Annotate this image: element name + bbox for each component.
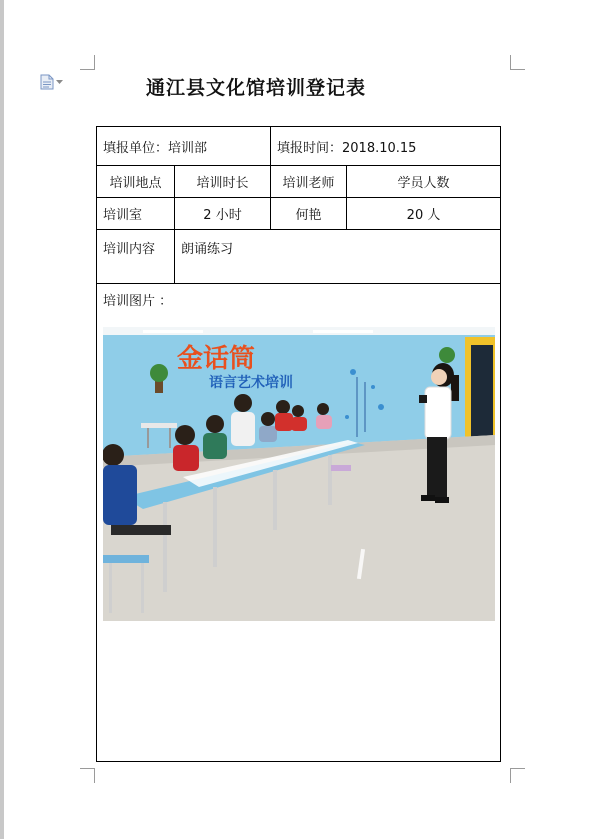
window-left-edge: [0, 0, 4, 839]
reporting-time-cell: 填报时间：2018.10.15: [271, 127, 501, 166]
value-student-count: 20 人: [347, 198, 501, 230]
header-duration: 培训时长: [175, 166, 271, 198]
chevron-down-icon: [56, 80, 63, 85]
registration-table: [96, 126, 501, 762]
sign-main-text: 金话筒: [177, 344, 256, 374]
document-options-button[interactable]: [40, 75, 66, 89]
table-row: [97, 230, 501, 284]
content-label: 培训内容: [97, 230, 175, 284]
value-location: 培训室: [97, 198, 175, 230]
crop-mark-bottom-right: [510, 768, 525, 783]
training-photo: [103, 327, 495, 621]
photo-label: 培训图片 ：: [103, 294, 173, 309]
content-value: 朗诵练习: [175, 230, 501, 284]
reporting-unit-cell: 填报单位：培训部: [97, 127, 271, 166]
crop-mark-top-right: [510, 55, 525, 70]
photo-cell: [97, 284, 501, 762]
table-row: [97, 127, 501, 166]
header-location: 培训地点: [97, 166, 175, 198]
crop-mark-bottom-left: [80, 768, 95, 783]
table-row: [97, 198, 501, 230]
value-teacher: 何艳: [271, 198, 347, 230]
table-row: [97, 166, 501, 198]
crop-mark-top-left: [80, 55, 95, 70]
header-teacher: 培训老师: [271, 166, 347, 198]
document-icon: [40, 74, 54, 90]
page-title: 通江县文化馆培训登记表: [146, 77, 367, 99]
sign-sub-text: 语言艺术培训: [209, 375, 293, 391]
header-student-count: 学员人数: [347, 166, 501, 198]
table-row: [97, 284, 501, 762]
value-duration: 2 小时: [175, 198, 271, 230]
